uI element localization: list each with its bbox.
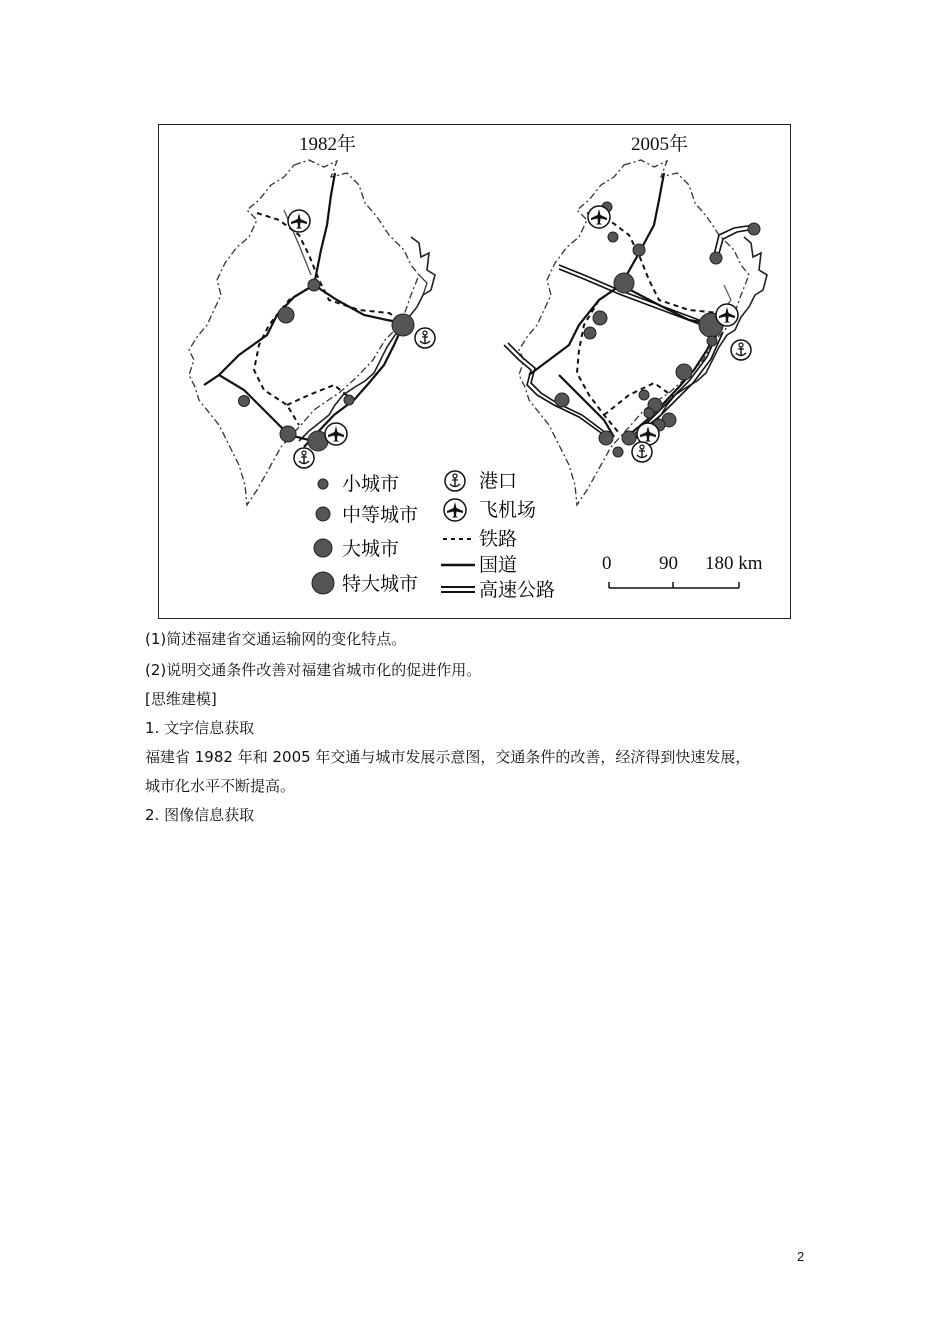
- scale-label-180: 180 km: [705, 553, 763, 574]
- page-number: 2: [797, 1249, 805, 1264]
- legend-small-city: 小城市: [342, 473, 400, 495]
- paragraph-line-1: 福建省 1982 年和 2005 年交通与城市发展示意图，交通条件的改善，经济得到快速发展，: [145, 748, 751, 766]
- medium-city-icon: [316, 507, 330, 521]
- section-heading: [思维建模]: [145, 690, 217, 708]
- scale-label-90: 90: [659, 553, 678, 574]
- legend-national-road: 国道: [479, 554, 518, 576]
- legend-mega-city: 特大城市: [342, 573, 419, 595]
- legend-expressway: 高速公路: [479, 579, 556, 601]
- scale-label-0: 0: [602, 553, 612, 574]
- map-title-1982: 1982年: [299, 134, 357, 155]
- paragraph-line-2: 城市化水平不断提高。: [145, 777, 296, 795]
- airport-icon: [444, 499, 466, 521]
- legend-railway: 铁路: [479, 528, 518, 550]
- small-city-icon: [318, 479, 328, 489]
- scale-bar: [609, 582, 739, 588]
- mega-city-icon: [312, 572, 334, 594]
- map-2005: [504, 160, 767, 505]
- maps-svg: [159, 125, 792, 620]
- fujian-transport-figure: [158, 124, 791, 619]
- map-title-2005: 2005年: [631, 134, 689, 155]
- large-city-icon: [314, 539, 332, 557]
- map-legend: [312, 470, 555, 601]
- question-1: (1)简述福建省交通运输网的变化特点。: [145, 630, 407, 648]
- legend-medium-city: 中等城市: [342, 504, 419, 526]
- legend-airport: 飞机场: [479, 499, 537, 521]
- item-2-heading: 2. 图像信息获取: [145, 806, 255, 824]
- question-2: (2)说明交通条件改善对福建省城市化的促进作用。: [145, 661, 482, 679]
- item-1-heading: 1. 文字信息获取: [145, 719, 255, 737]
- legend-large-city: 大城市: [342, 538, 400, 560]
- map-1982: [189, 160, 435, 505]
- port-icon: [445, 471, 465, 491]
- legend-port: 港口: [479, 470, 518, 492]
